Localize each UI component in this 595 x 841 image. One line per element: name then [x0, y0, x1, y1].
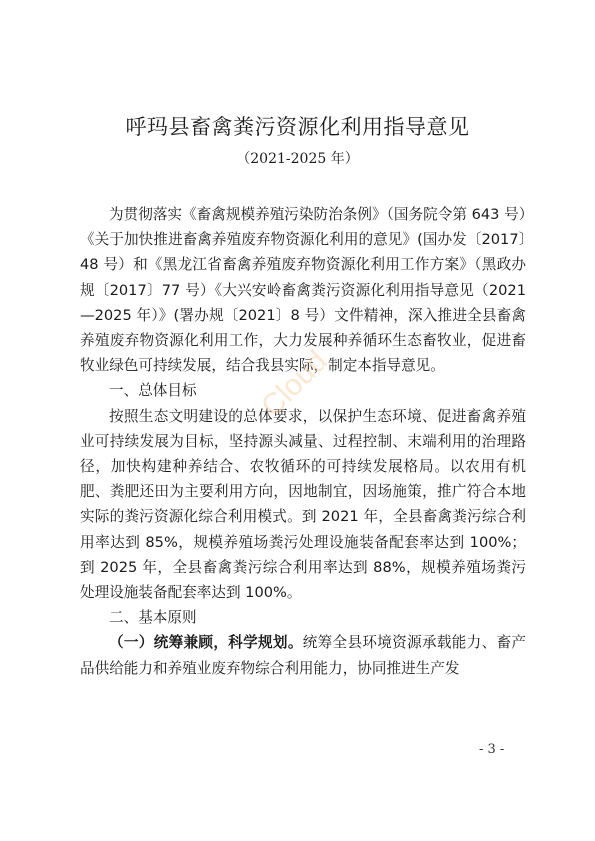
intro-paragraph: 为贯彻落实《畜禽规模养殖污染防治条例》（国务院令第 643 号）《关于加快推进畜禽养殖废弃物资源化利用的意见》(国办发〔2017〕48 号）和《黑龙江省畜禽养殖废弃物资源化利用工作方案》（黑政办规〔2017〕77 号）《大兴安岭畜禽粪污资源化利用指导意见（2021—2025 年）》(署办规〔2021〕8 号）文件精神，深入推进全县畜禽养殖废弃物资源化利用工作，大力发展种养循环生态畜牧业，促进畜牧业绿色可持续发展，结合我县实际，制定本指导意见。 [80, 206, 526, 375]
principle-1-text: 统筹全县环境资源承载能力、畜产品供给能力和养殖业废弃物综合利用能力，协同推进生产发 [80, 634, 526, 677]
page-number: - 3 - [479, 742, 505, 757]
section-heading-goals: 一、总体目标 [109, 382, 197, 400]
principle-1-title: （一）统筹兼顾，科学规划。 [109, 634, 303, 652]
document-body [80, 202, 526, 681]
document-subtitle: （2021-2025 年） [236, 151, 359, 167]
section-heading-principles: 二、基本原则 [109, 609, 197, 627]
goals-paragraph: 按照生态文明建设的总体要求，以保护生态环境、促进畜禽养殖业可持续发展为目标，坚持源头减量、过程控制、末端利用的治理路径，加快构建种养结合、农牧循环的可持续发展格局。以农用有机肥、粪肥还田为主要利用方向，因地制宜，因场施策，推广符合本地实际的粪污资源化综合利用模式。到 2021 年，全县畜禽粪污综合利用率达到 85%，规模养殖场粪污处理设施装备配套率达到 100%；到 2025 年，全县畜禽粪污综合利用率达到 88%，规模养殖场粪污处理设施装备配套率达到 100%。 [80, 407, 526, 602]
principle-1-paragraph [80, 630, 526, 680]
document-title: 呼玛县畜禽粪污资源化利用指导意见 [125, 115, 470, 139]
cloud-watermark: Cloud [255, 344, 334, 424]
